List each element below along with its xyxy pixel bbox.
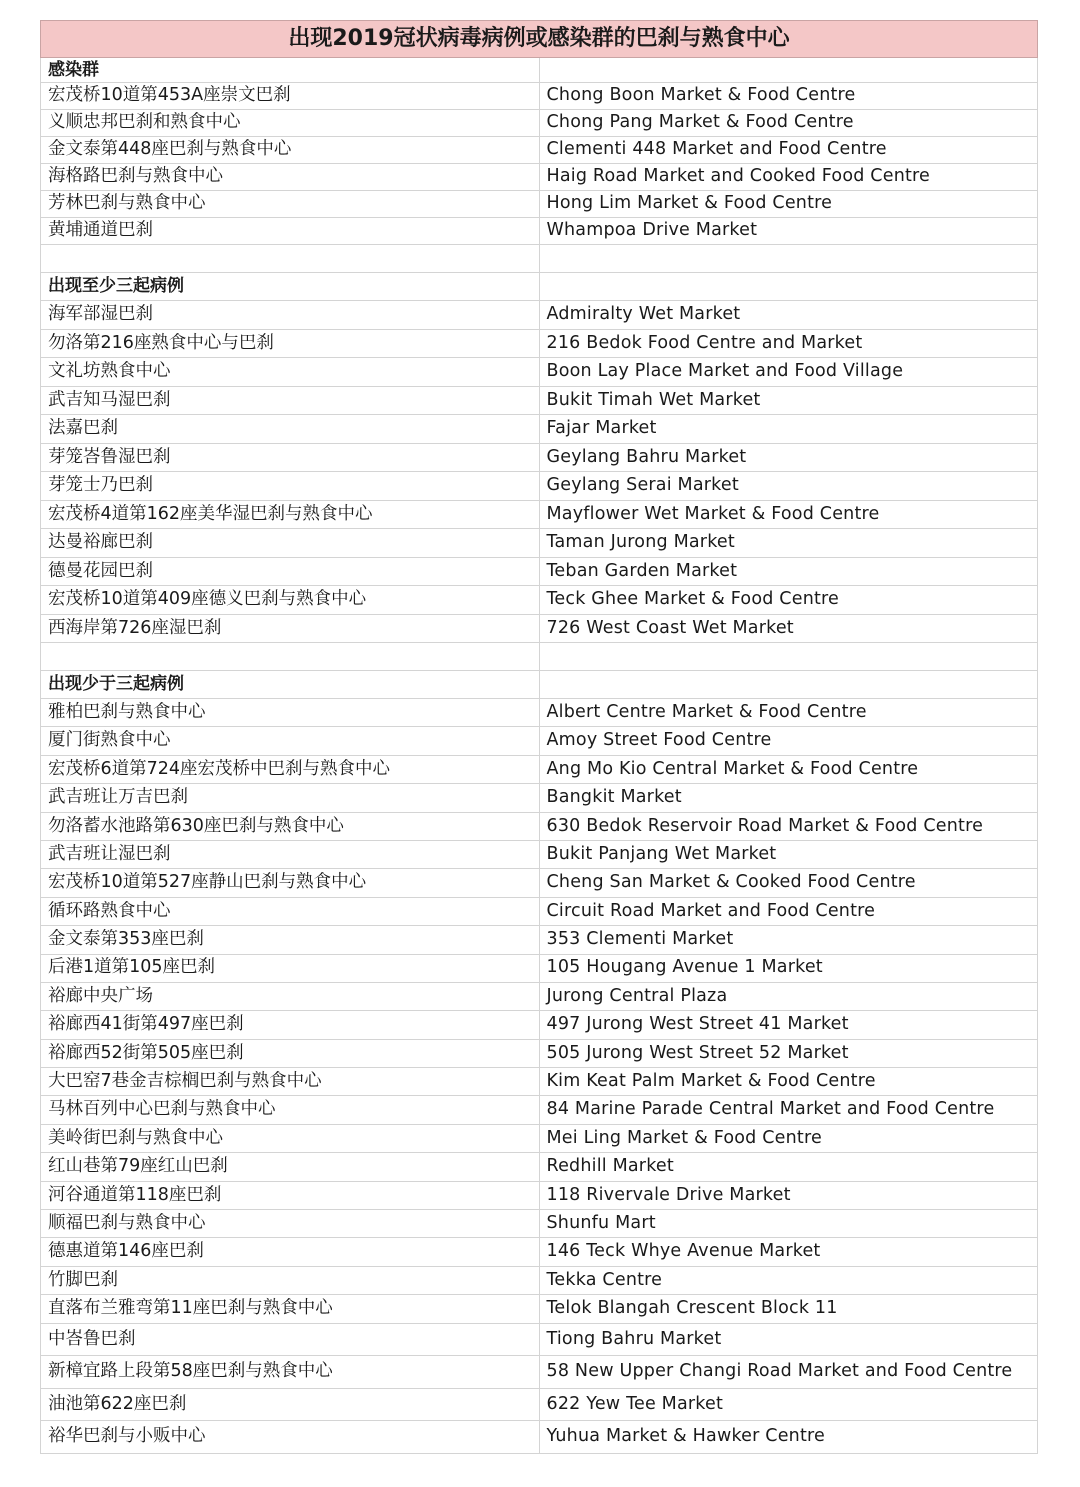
chinese-name-cell: 顺福巴刹与熟食中心 bbox=[41, 1210, 540, 1238]
section-heading: 出现少于三起病例 bbox=[41, 671, 540, 699]
table-row bbox=[41, 897, 1038, 925]
english-name-cell: 84 Marine Parade Central Market and Food Centre bbox=[539, 1096, 1038, 1124]
english-name-cell: Taman Jurong Market bbox=[539, 529, 1038, 558]
empty-cell bbox=[539, 671, 1038, 699]
empty-cell bbox=[41, 245, 540, 273]
chinese-name-cell: 马林百列中心巴刹与熟食中心 bbox=[41, 1096, 540, 1124]
chinese-name-cell: 黄埔通道巴刹 bbox=[41, 218, 540, 245]
chinese-name-cell: 宏茂桥10道第409座德义巴刹与熟食中心 bbox=[41, 586, 540, 615]
table-row bbox=[41, 1323, 1038, 1356]
table-row bbox=[41, 110, 1038, 137]
chinese-name-cell: 裕廊西52街第505座巴刹 bbox=[41, 1039, 540, 1067]
table-row bbox=[41, 1096, 1038, 1124]
chinese-name-cell: 德惠道第146座巴刹 bbox=[41, 1238, 540, 1266]
table-row bbox=[41, 1011, 1038, 1039]
chinese-name-cell: 雅柏巴刹与熟食中心 bbox=[41, 699, 540, 727]
table-row bbox=[41, 755, 1038, 783]
table-row bbox=[41, 191, 1038, 218]
chinese-name-cell: 西海岸第726座湿巴刹 bbox=[41, 614, 540, 643]
chinese-name-cell: 达曼裕廊巴刹 bbox=[41, 529, 540, 558]
chinese-name-cell: 武吉知马湿巴刹 bbox=[41, 386, 540, 415]
chinese-name-cell: 厦门街熟食中心 bbox=[41, 727, 540, 755]
english-name-cell: Fajar Market bbox=[539, 415, 1038, 444]
chinese-name-cell: 金文泰第448座巴刹与熟食中心 bbox=[41, 137, 540, 164]
chinese-name-cell: 新樟宜路上段第58座巴刹与熟食中心 bbox=[41, 1356, 540, 1389]
table-row bbox=[41, 699, 1038, 727]
chinese-name-cell: 法嘉巴刹 bbox=[41, 415, 540, 444]
empty-cell bbox=[41, 643, 540, 671]
table-row bbox=[41, 614, 1038, 643]
english-name-cell: Mayflower Wet Market & Food Centre bbox=[539, 500, 1038, 529]
english-name-cell: 146 Teck Whye Avenue Market bbox=[539, 1238, 1038, 1266]
section-header-row bbox=[41, 58, 1038, 83]
english-name-cell: Albert Centre Market & Food Centre bbox=[539, 699, 1038, 727]
chinese-name-cell: 武吉班让万吉巴刹 bbox=[41, 784, 540, 812]
table-row bbox=[41, 137, 1038, 164]
title-row bbox=[41, 21, 1038, 58]
english-name-cell: 726 West Coast Wet Market bbox=[539, 614, 1038, 643]
section-heading: 出现至少三起病例 bbox=[41, 273, 540, 301]
english-name-cell: 105 Hougang Avenue 1 Market bbox=[539, 954, 1038, 982]
table-row bbox=[41, 727, 1038, 755]
english-name-cell: Bukit Timah Wet Market bbox=[539, 386, 1038, 415]
chinese-name-cell: 循环路熟食中心 bbox=[41, 897, 540, 925]
english-name-cell: 630 Bedok Reservoir Road Market & Food Centre bbox=[539, 812, 1038, 840]
table-row bbox=[41, 982, 1038, 1010]
english-name-cell: 216 Bedok Food Centre and Market bbox=[539, 329, 1038, 358]
table-row bbox=[41, 415, 1038, 444]
table-row bbox=[41, 1388, 1038, 1421]
chinese-name-cell: 裕华巴刹与小贩中心 bbox=[41, 1421, 540, 1454]
chinese-name-cell: 后港1道第105座巴刹 bbox=[41, 954, 540, 982]
chinese-name-cell: 油池第622座巴刹 bbox=[41, 1388, 540, 1421]
chinese-name-cell: 宏茂桥4道第162座美华湿巴刹与熟食中心 bbox=[41, 500, 540, 529]
chinese-name-cell: 德曼花园巴刹 bbox=[41, 557, 540, 586]
chinese-name-cell: 竹脚巴刹 bbox=[41, 1266, 540, 1294]
empty-cell bbox=[539, 58, 1038, 83]
table-row bbox=[41, 1266, 1038, 1294]
chinese-name-cell: 裕廊中央广场 bbox=[41, 982, 540, 1010]
english-name-cell: Chong Pang Market & Food Centre bbox=[539, 110, 1038, 137]
chinese-name-cell: 河谷通道第118座巴刹 bbox=[41, 1181, 540, 1209]
english-name-cell: Bukit Panjang Wet Market bbox=[539, 840, 1038, 868]
english-name-cell: Amoy Street Food Centre bbox=[539, 727, 1038, 755]
chinese-name-cell: 直落布兰雅弯第11座巴刹与熟食中心 bbox=[41, 1295, 540, 1323]
english-name-cell: Geylang Serai Market bbox=[539, 472, 1038, 501]
table-row bbox=[41, 1068, 1038, 1096]
table-row bbox=[41, 358, 1038, 387]
english-name-cell: 353 Clementi Market bbox=[539, 926, 1038, 954]
table-row bbox=[41, 840, 1038, 868]
chinese-name-cell: 芽笼峇鲁湿巴刹 bbox=[41, 443, 540, 472]
english-name-cell: Shunfu Mart bbox=[539, 1210, 1038, 1238]
english-name-cell: Clementi 448 Market and Food Centre bbox=[539, 137, 1038, 164]
english-name-cell: 497 Jurong West Street 41 Market bbox=[539, 1011, 1038, 1039]
empty-cell bbox=[539, 245, 1038, 273]
section-header-row bbox=[41, 273, 1038, 301]
english-name-cell: 505 Jurong West Street 52 Market bbox=[539, 1039, 1038, 1067]
english-name-cell: Jurong Central Plaza bbox=[539, 982, 1038, 1010]
english-name-cell: Redhill Market bbox=[539, 1153, 1038, 1181]
chinese-name-cell: 美岭街巴刹与熟食中心 bbox=[41, 1124, 540, 1152]
table-row bbox=[41, 557, 1038, 586]
english-name-cell: Mei Ling Market & Food Centre bbox=[539, 1124, 1038, 1152]
spacer-row bbox=[41, 245, 1038, 273]
english-name-cell: 58 New Upper Changi Road Market and Food Centre bbox=[539, 1356, 1038, 1389]
english-name-cell: Chong Boon Market & Food Centre bbox=[539, 83, 1038, 110]
table-row bbox=[41, 301, 1038, 330]
english-name-cell: 118 Rivervale Drive Market bbox=[539, 1181, 1038, 1209]
chinese-name-cell: 中峇鲁巴刹 bbox=[41, 1323, 540, 1356]
table-row bbox=[41, 386, 1038, 415]
english-name-cell: 622 Yew Tee Market bbox=[539, 1388, 1038, 1421]
table-row bbox=[41, 218, 1038, 245]
chinese-name-cell: 文礼坊熟食中心 bbox=[41, 358, 540, 387]
english-name-cell: Telok Blangah Crescent Block 11 bbox=[539, 1295, 1038, 1323]
english-name-cell: Cheng San Market & Cooked Food Centre bbox=[539, 869, 1038, 897]
table-row bbox=[41, 83, 1038, 110]
table-row bbox=[41, 164, 1038, 191]
table-row bbox=[41, 529, 1038, 558]
table-title: 出现2019冠状病毒病例或感染群的巴刹与熟食中心 bbox=[41, 21, 1038, 58]
table-row bbox=[41, 784, 1038, 812]
chinese-name-cell: 海军部湿巴刹 bbox=[41, 301, 540, 330]
english-name-cell: Tekka Centre bbox=[539, 1266, 1038, 1294]
table-row bbox=[41, 500, 1038, 529]
table-row bbox=[41, 1153, 1038, 1181]
table-row bbox=[41, 443, 1038, 472]
table-row bbox=[41, 1210, 1038, 1238]
english-name-cell: Whampoa Drive Market bbox=[539, 218, 1038, 245]
table-row bbox=[41, 926, 1038, 954]
english-name-cell: Teck Ghee Market & Food Centre bbox=[539, 586, 1038, 615]
chinese-name-cell: 金文泰第353座巴刹 bbox=[41, 926, 540, 954]
english-name-cell: Kim Keat Palm Market & Food Centre bbox=[539, 1068, 1038, 1096]
chinese-name-cell: 红山巷第79座红山巴刹 bbox=[41, 1153, 540, 1181]
chinese-name-cell: 勿洛蓄水池路第630座巴刹与熟食中心 bbox=[41, 812, 540, 840]
chinese-name-cell: 海格路巴刹与熟食中心 bbox=[41, 164, 540, 191]
table-row bbox=[41, 472, 1038, 501]
english-name-cell: Boon Lay Place Market and Food Village bbox=[539, 358, 1038, 387]
english-name-cell: Tiong Bahru Market bbox=[539, 1323, 1038, 1356]
market-table bbox=[40, 20, 1038, 1454]
english-name-cell: Haig Road Market and Cooked Food Centre bbox=[539, 164, 1038, 191]
english-name-cell: Admiralty Wet Market bbox=[539, 301, 1038, 330]
chinese-name-cell: 宏茂桥10道第527座静山巴刹与熟食中心 bbox=[41, 869, 540, 897]
english-name-cell: Teban Garden Market bbox=[539, 557, 1038, 586]
chinese-name-cell: 勿洛第216座熟食中心与巴刹 bbox=[41, 329, 540, 358]
english-name-cell: Yuhua Market & Hawker Centre bbox=[539, 1421, 1038, 1454]
table-row bbox=[41, 329, 1038, 358]
spacer-row bbox=[41, 643, 1038, 671]
table-row bbox=[41, 1039, 1038, 1067]
chinese-name-cell: 宏茂桥10道第453A座崇文巴刹 bbox=[41, 83, 540, 110]
market-table-body bbox=[41, 21, 1038, 1454]
section-header-row bbox=[41, 671, 1038, 699]
table-row bbox=[41, 1295, 1038, 1323]
empty-cell bbox=[539, 273, 1038, 301]
table-row bbox=[41, 869, 1038, 897]
table-row bbox=[41, 1238, 1038, 1266]
english-name-cell: Hong Lim Market & Food Centre bbox=[539, 191, 1038, 218]
english-name-cell: Bangkit Market bbox=[539, 784, 1038, 812]
table-row bbox=[41, 1181, 1038, 1209]
chinese-name-cell: 宏茂桥6道第724座宏茂桥中巴刹与熟食中心 bbox=[41, 755, 540, 783]
table-row bbox=[41, 586, 1038, 615]
english-name-cell: Geylang Bahru Market bbox=[539, 443, 1038, 472]
table-row bbox=[41, 954, 1038, 982]
table-row bbox=[41, 1124, 1038, 1152]
chinese-name-cell: 武吉班让湿巴刹 bbox=[41, 840, 540, 868]
chinese-name-cell: 裕廊西41街第497座巴刹 bbox=[41, 1011, 540, 1039]
chinese-name-cell: 芽笼士乃巴刹 bbox=[41, 472, 540, 501]
table-row bbox=[41, 812, 1038, 840]
table-row bbox=[41, 1356, 1038, 1389]
english-name-cell: Ang Mo Kio Central Market & Food Centre bbox=[539, 755, 1038, 783]
chinese-name-cell: 芳林巴刹与熟食中心 bbox=[41, 191, 540, 218]
empty-cell bbox=[539, 643, 1038, 671]
section-heading: 感染群 bbox=[41, 58, 540, 83]
table-row bbox=[41, 1421, 1038, 1454]
chinese-name-cell: 大巴窑7巷金吉棕榈巴刹与熟食中心 bbox=[41, 1068, 540, 1096]
chinese-name-cell: 义顺忠邦巴刹和熟食中心 bbox=[41, 110, 540, 137]
english-name-cell: Circuit Road Market and Food Centre bbox=[539, 897, 1038, 925]
